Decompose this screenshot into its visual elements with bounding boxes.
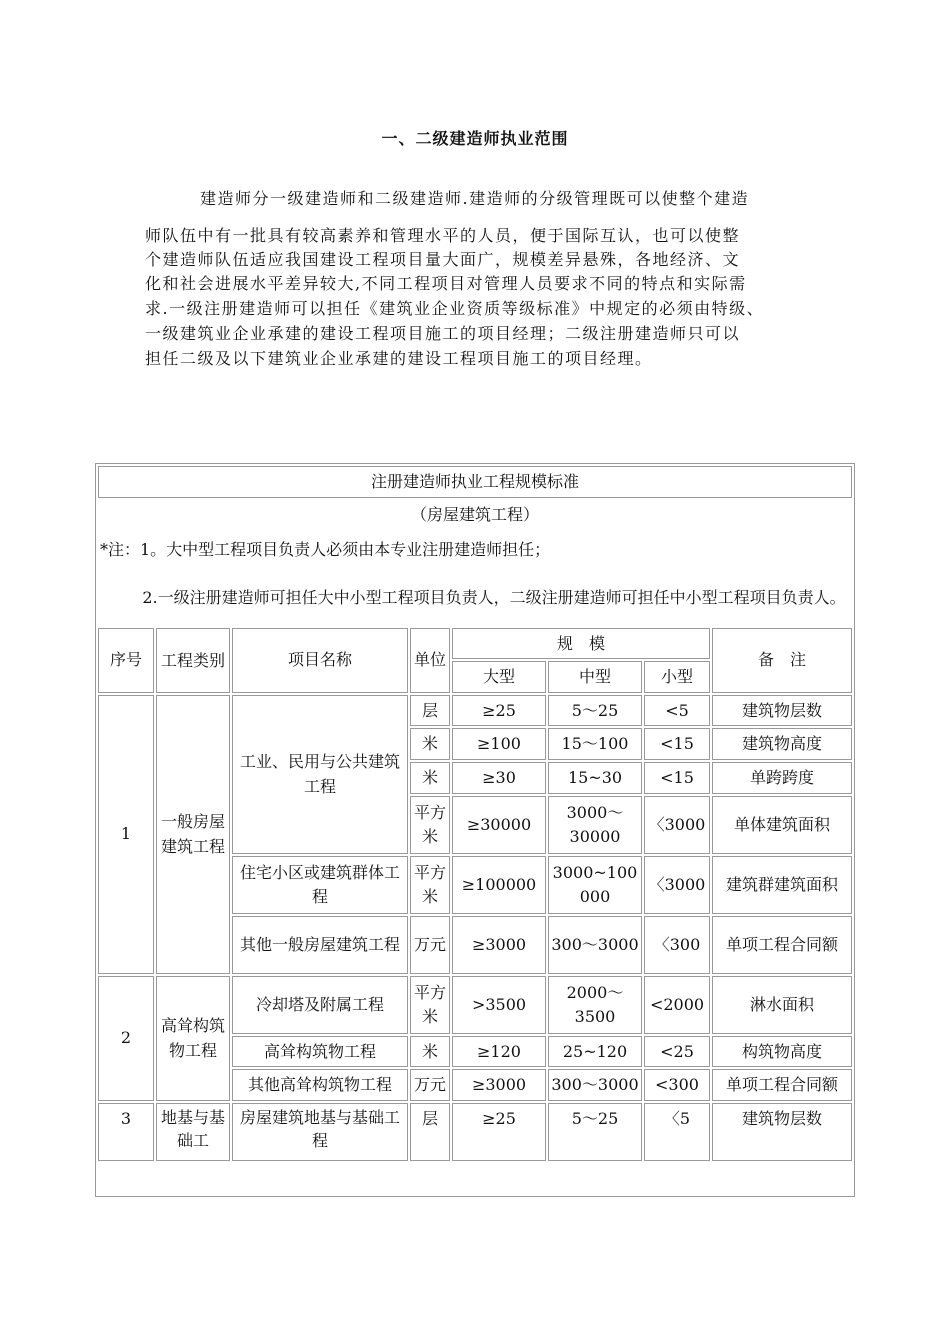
category-cell: 一般房屋建筑工程 <box>156 695 230 974</box>
small-cell: 〈300 <box>644 916 710 974</box>
header-large: 大型 <box>452 661 546 693</box>
table-row <box>98 695 852 727</box>
remark-cell: 构筑物高度 <box>712 1036 852 1068</box>
remark-cell: 建筑物层数 <box>712 1103 852 1161</box>
large-cell: ≥30 <box>452 762 546 794</box>
remark-cell: 建筑群建筑面积 <box>712 856 852 914</box>
unit-cell: 层 <box>410 695 450 727</box>
header-small: 小型 <box>644 661 710 693</box>
large-cell: ≥3000 <box>452 1069 546 1101</box>
large-cell: ≥120 <box>452 1036 546 1068</box>
header-remark: 备 注 <box>712 628 852 693</box>
remark-cell: 单项工程合同额 <box>712 1069 852 1101</box>
medium-cell: 3000～30000 <box>548 796 642 854</box>
paragraph-line: 个建造师队伍适应我国建设工程项目量大面广，规模差异悬殊，各地经济、文 <box>145 250 741 269</box>
paragraph-line: 一级建筑业企业承建的建设工程项目施工的项目经理；二级注册建造师只可以 <box>145 324 741 343</box>
project-cell: 工业、民用与公共建筑工程 <box>232 695 408 854</box>
table-subtitle: （房屋建筑工程） <box>411 504 540 524</box>
seq-cell: 1 <box>98 695 154 974</box>
unit-cell: 米 <box>410 762 450 794</box>
page-title: 一、二级建造师执业范围 <box>381 129 569 148</box>
medium-cell: 5～25 <box>548 1103 642 1161</box>
medium-cell: 5～25 <box>548 695 642 727</box>
medium-cell: 300～3000 <box>548 916 642 974</box>
remark-cell: 建筑物高度 <box>712 728 852 760</box>
small-cell: 〈3000 <box>644 796 710 854</box>
remark-cell: 单体建筑面积 <box>712 796 852 854</box>
table-row <box>98 976 852 1034</box>
unit-cell: 平方米 <box>410 856 450 914</box>
project-cell: 高耸构筑物工程 <box>232 1036 408 1068</box>
large-cell: ≥30000 <box>452 796 546 854</box>
paragraph-line: 师队伍中有一批具有较高素养和管理水平的人员，便于国际互认，也可以使整 <box>145 226 741 245</box>
unit-cell: 万元 <box>410 916 450 974</box>
medium-cell: 3000~100000 <box>548 856 642 914</box>
large-cell: ≥25 <box>452 695 546 727</box>
small-cell: 〈3000 <box>644 856 710 914</box>
unit-cell: 米 <box>410 728 450 760</box>
unit-cell: 层 <box>410 1103 450 1161</box>
seq-cell: 2 <box>98 976 154 1101</box>
note-2: 2.一级注册建造师可担任大中小型工程项目负责人，二级注册建造师可担任中小型工程项目负责人。 <box>142 588 846 607</box>
medium-cell: 15～100 <box>548 728 642 760</box>
unit-cell: 万元 <box>410 1069 450 1101</box>
small-cell: <15 <box>644 762 710 794</box>
large-cell: ≥3000 <box>452 916 546 974</box>
paragraph-line: 担任二级及以下建筑业企业承建的建设工程项目施工的项目经理。 <box>145 349 653 368</box>
small-cell: <15 <box>644 728 710 760</box>
medium-cell: 15~30 <box>548 762 642 794</box>
unit-cell: 米 <box>410 1036 450 1068</box>
header-seq: 序号 <box>98 628 154 693</box>
paragraph-line: 化和社会进展水平差异较大,不同工程项目对管理人员要求不同的特点和实际需 <box>145 274 747 293</box>
small-cell: <300 <box>644 1069 710 1101</box>
project-cell: 其他高耸构筑物工程 <box>232 1069 408 1101</box>
seq-cell: 3 <box>98 1103 154 1161</box>
remark-cell: 建筑物层数 <box>712 695 852 727</box>
table-title: 注册建造师执业工程规模标准 <box>98 466 852 498</box>
header-unit: 单位 <box>410 628 450 693</box>
paragraph-line: 建造师分一级建造师和二级建造师.建造师的分级管理既可以使整个建造 <box>200 189 750 208</box>
header-scale: 规 模 <box>452 628 710 660</box>
small-cell: 〈5 <box>644 1103 710 1161</box>
project-cell: 住宅小区或建筑群体工程 <box>232 856 408 914</box>
header-project: 项目名称 <box>232 628 408 693</box>
project-cell: 房屋建筑地基与基础工程 <box>232 1103 408 1161</box>
small-cell: <25 <box>644 1036 710 1068</box>
large-cell: ≥100 <box>452 728 546 760</box>
category-cell: 地基与基础工 <box>156 1103 230 1161</box>
small-cell: <2000 <box>644 976 710 1034</box>
remark-cell: 单跨跨度 <box>712 762 852 794</box>
table-row <box>98 1103 852 1161</box>
large-cell: >3500 <box>452 976 546 1034</box>
project-cell: 其他一般房屋建筑工程 <box>232 916 408 974</box>
remark-cell: 单项工程合同额 <box>712 916 852 974</box>
paragraph-line: 求.一级注册建造师可以担任《建筑业企业资质等级标准》中规定的必须由特级、 <box>145 299 765 318</box>
unit-cell: 平方米 <box>410 976 450 1034</box>
medium-cell: 300～3000 <box>548 1069 642 1101</box>
large-cell: ≥100000 <box>452 856 546 914</box>
header-category: 工程类别 <box>156 628 230 693</box>
medium-cell: 25~120 <box>548 1036 642 1068</box>
project-cell: 冷却塔及附属工程 <box>232 976 408 1034</box>
medium-cell: 2000～3500 <box>548 976 642 1034</box>
scale-standard-table <box>95 463 855 1197</box>
header-medium: 中型 <box>548 661 642 693</box>
large-cell: ≥25 <box>452 1103 546 1161</box>
note-1: *注：1。大中型工程项目负责人必须由本专业注册建造师担任； <box>100 539 551 559</box>
unit-cell: 平方米 <box>410 796 450 854</box>
category-cell: 高耸构筑物工程 <box>156 976 230 1101</box>
remark-cell: 淋水面积 <box>712 976 852 1034</box>
small-cell: <5 <box>644 695 710 727</box>
